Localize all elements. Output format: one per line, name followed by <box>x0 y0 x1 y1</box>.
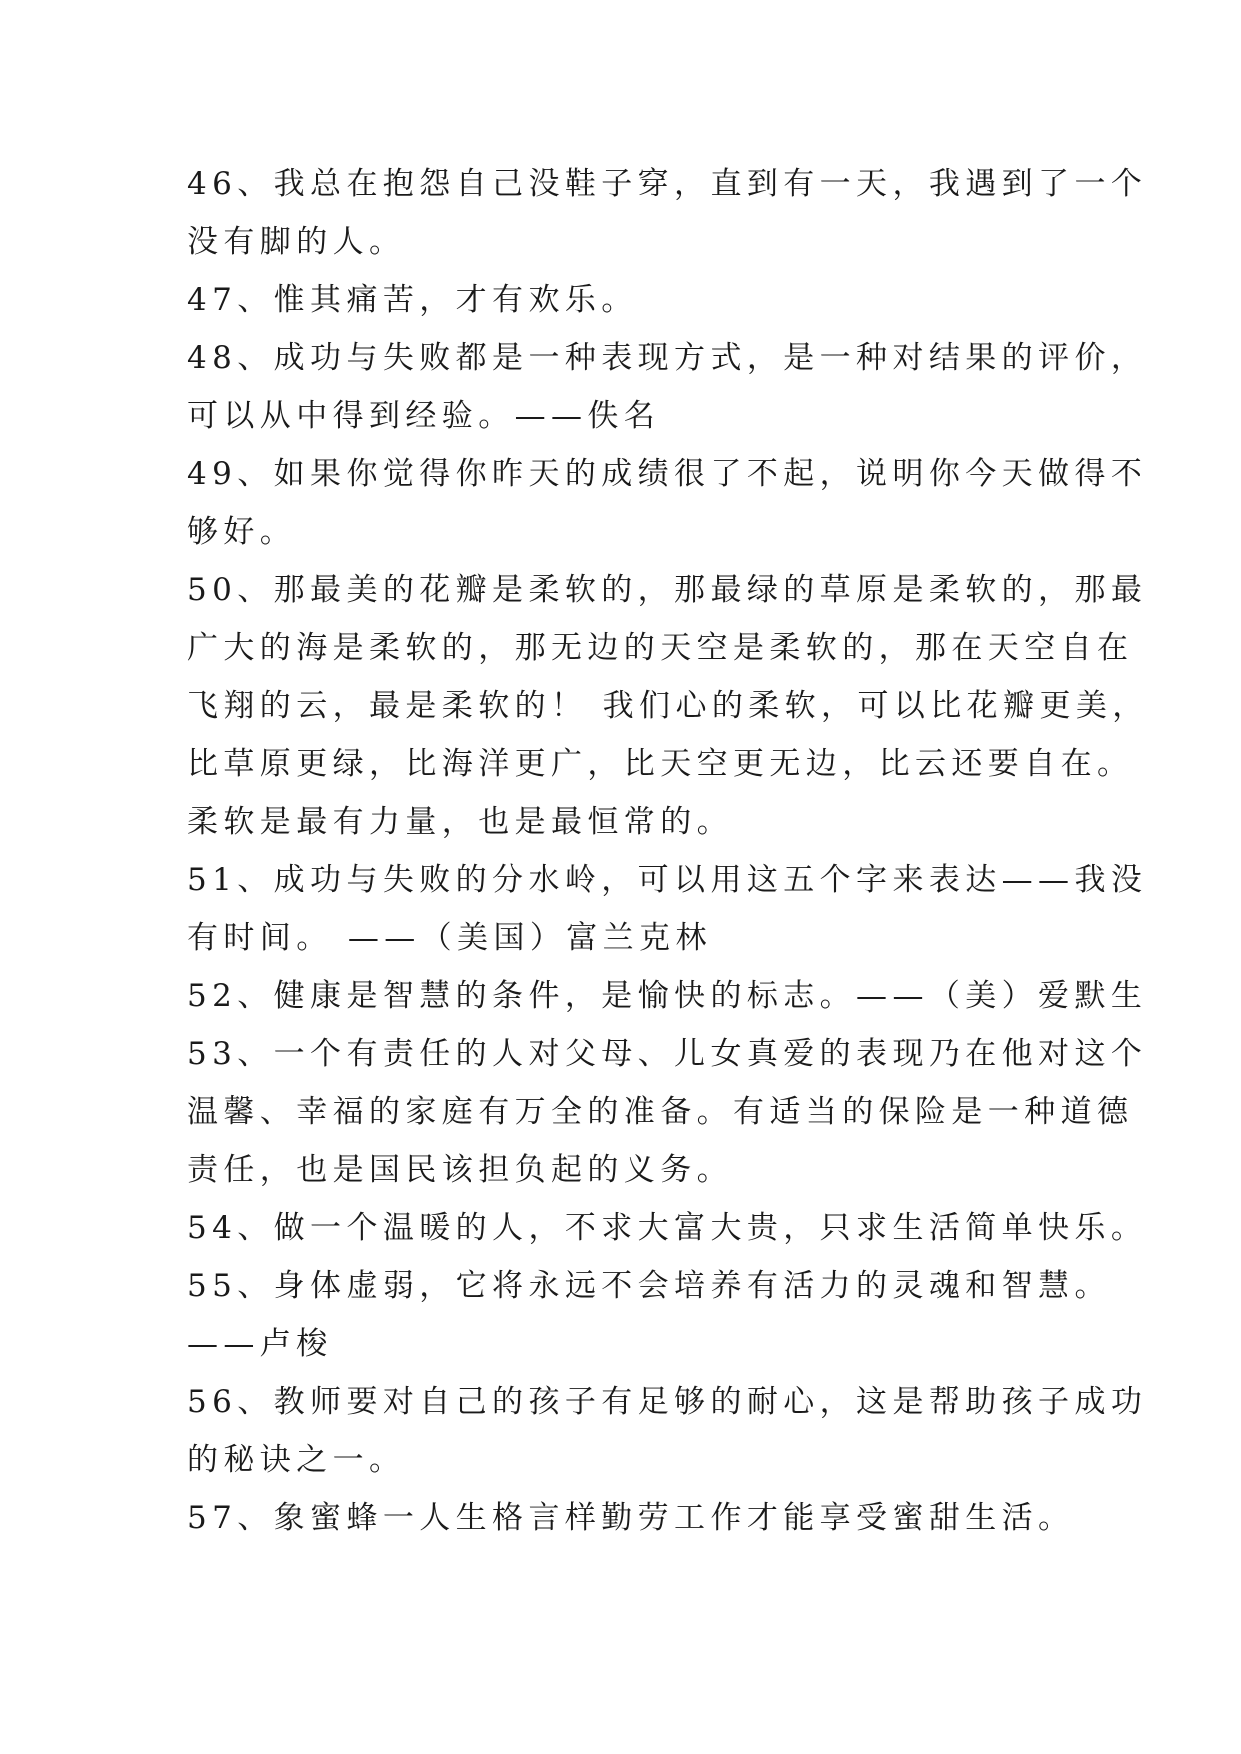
quote-line: 有时间。 ——（美国）富兰克林 <box>187 920 712 956</box>
quote-line: 53、一个有责任的人对父母、儿女真爱的表现乃在他对这个 <box>187 1036 1148 1072</box>
quote-line: 50、那最美的花瓣是柔软的，那最绿的草原是柔软的，那最 <box>187 572 1148 608</box>
quote-entry-51 <box>187 851 1148 967</box>
quote-entry-50 <box>187 561 1149 851</box>
quote-line: 比草原更绿，比海洋更广，比天空更无边，比云还要自在。 <box>187 746 1134 782</box>
quote-line: 可以从中得到经验。——佚名 <box>187 398 661 434</box>
quote-line: 广大的海是柔软的，那无边的天空是柔软的，那在天空自在 <box>187 630 1134 666</box>
quote-line: 57、象蜜蜂一人生格言样勤劳工作才能享受蜜甜生活。 <box>187 1500 1075 1536</box>
quote-line: 56、教师要对自己的孩子有足够的耐心，这是帮助孩子成功 <box>187 1384 1148 1420</box>
quote-entry-47 <box>187 271 1067 329</box>
quote-entry-49 <box>187 445 1148 561</box>
quote-line: 48、成功与失败都是一种表现方式，是一种对结果的评价， <box>187 340 1148 376</box>
quote-line: 没有脚的人。 <box>187 224 406 260</box>
quote-line: 飞翔的云，最是柔软的！ 我们心的柔软，可以比花瓣更美， <box>187 688 1149 724</box>
quote-entry-48 <box>187 329 1148 445</box>
quote-line: 49、如果你觉得你昨天的成绩很了不起，说明你今天做得不 <box>187 456 1148 492</box>
quote-line: 责任，也是国民该担负起的义务。 <box>187 1152 733 1188</box>
quote-list <box>187 155 1149 1547</box>
quote-line: 温馨、幸福的家庭有万全的准备。有适当的保险是一种道德 <box>187 1094 1134 1130</box>
quote-line: 46、我总在抱怨自己没鞋子穿，直到有一天，我遇到了一个 <box>187 166 1148 202</box>
quote-entry-56 <box>187 1373 1148 1489</box>
quote-line: 的秘诀之一。 <box>187 1442 406 1478</box>
quote-line: 52、健康是智慧的条件，是愉快的标志。——（美）爱默生 <box>187 978 1148 1014</box>
quote-entry-52 <box>187 967 1148 1025</box>
quote-line: 47、惟其痛苦，才有欢乐。 <box>187 282 638 318</box>
quote-line: 柔软是最有力量，也是最恒常的。 <box>187 804 733 840</box>
quote-line: ——卢梭 <box>187 1326 333 1362</box>
quote-entry-53 <box>187 1025 1148 1199</box>
quote-line: 51、成功与失败的分水岭，可以用这五个字来表达——我没 <box>187 862 1148 898</box>
quote-line: 54、做一个温暖的人，不求大富大贵，只求生活简单快乐。 <box>187 1210 1148 1246</box>
quote-entry-46 <box>187 155 1148 271</box>
quote-entry-57 <box>187 1489 1075 1547</box>
quote-entry-55 <box>187 1257 1111 1373</box>
quote-line: 够好。 <box>187 514 297 550</box>
quote-entry-54 <box>187 1199 1148 1257</box>
quote-line: 55、身体虚弱，它将永远不会培养有活力的灵魂和智慧。 <box>187 1268 1111 1304</box>
